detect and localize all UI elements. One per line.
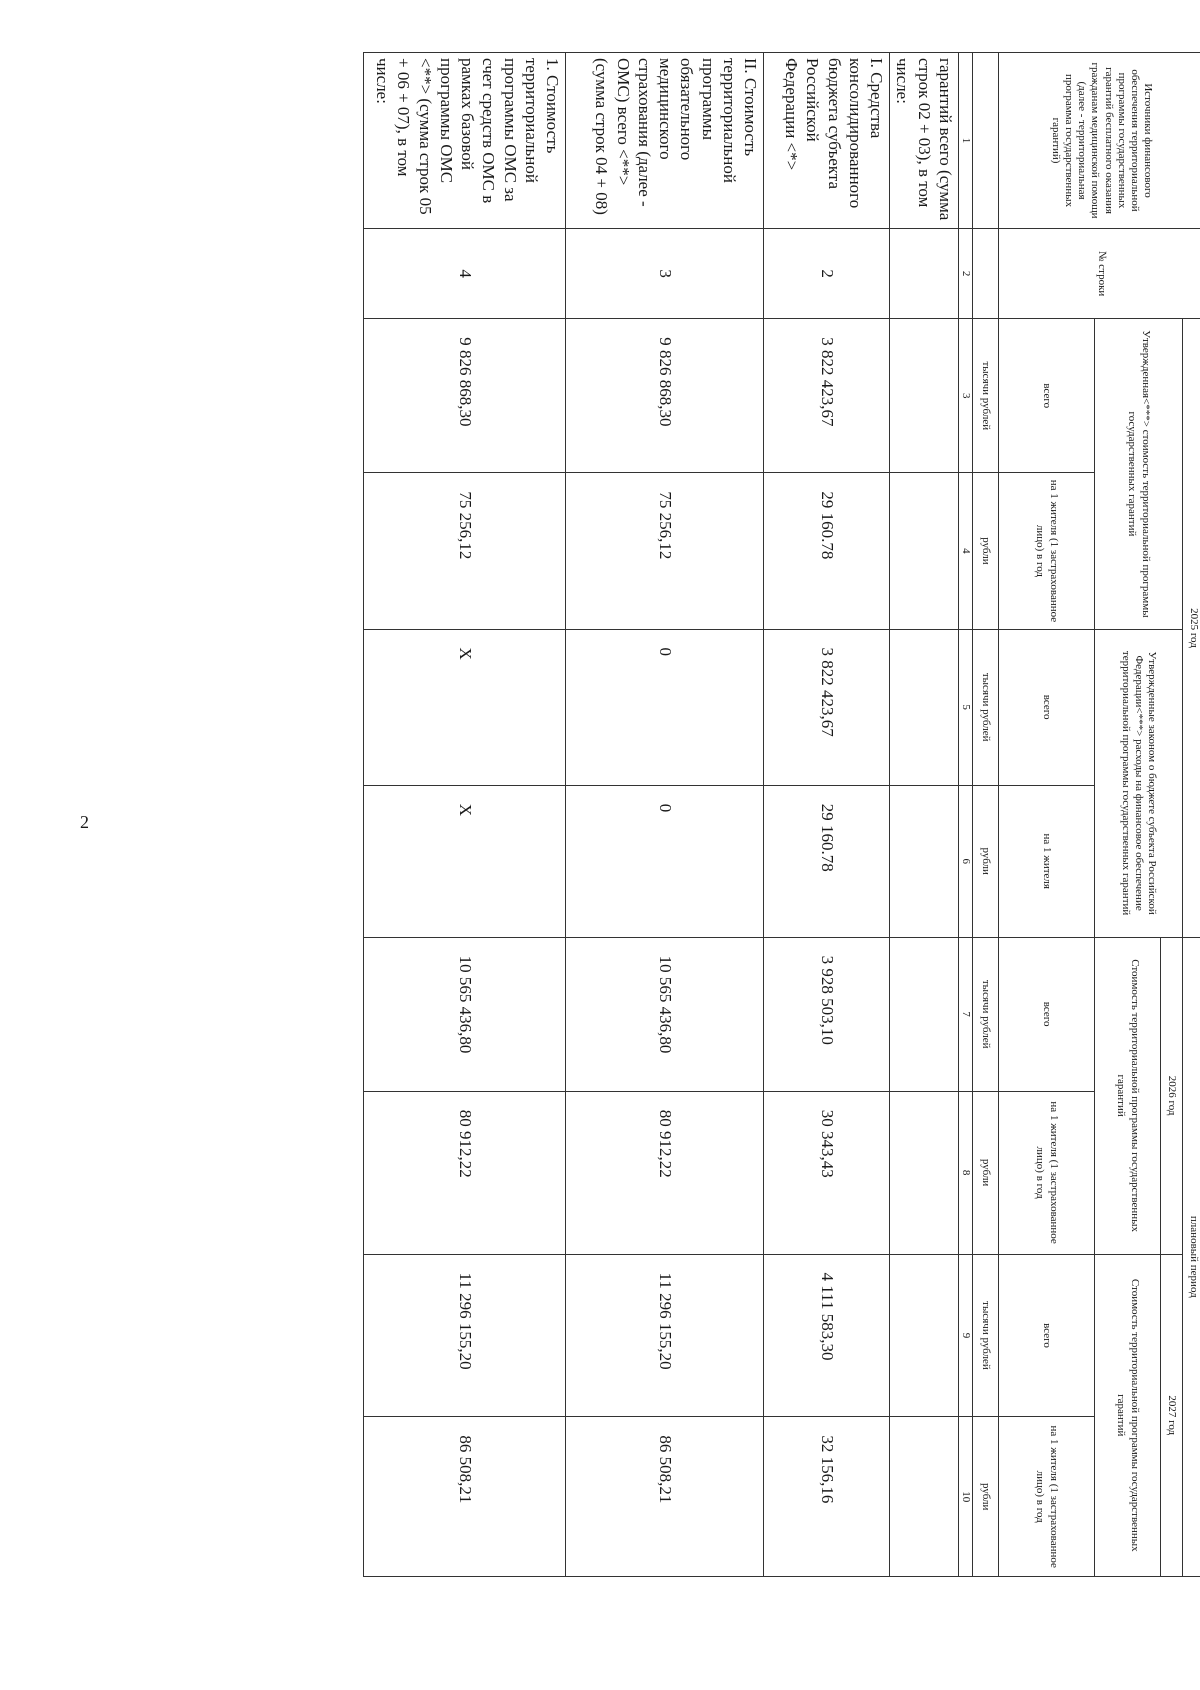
header-total: всего	[999, 937, 1095, 1091]
column-index: 2	[958, 229, 972, 319]
value-cell: 4 111 583,30	[764, 1254, 890, 1417]
value-cell: 10 565 436,80	[566, 937, 764, 1091]
header-planning-period: плановый период	[1183, 937, 1200, 1576]
column-index: 3	[958, 319, 972, 473]
value-cell	[890, 1254, 959, 1417]
value-cell: 29 160.78	[764, 785, 890, 937]
header-unit: тысячи рублей	[973, 319, 999, 473]
header-per-resident-insured: на 1 жителя (1 застрахованное лицо) в год	[999, 473, 1095, 629]
header-unit-empty	[973, 229, 999, 319]
value-cell	[890, 629, 959, 785]
value-cell: X	[364, 785, 566, 937]
header-row-no: № строки	[999, 229, 1200, 319]
value-cell: 0	[566, 785, 764, 937]
header-unit: тысячи рублей	[973, 937, 999, 1091]
header-2026-cost: Стоимость территориальной программы государственных гарантий	[1095, 937, 1161, 1254]
value-cell	[890, 785, 959, 937]
value-cell: 32 156,16	[764, 1417, 890, 1577]
value-cell: 80 912,22	[566, 1091, 764, 1254]
value-cell: 86 508,21	[566, 1417, 764, 1577]
header-unit: рубли	[973, 785, 999, 937]
header-unit: рубли	[973, 1417, 999, 1577]
header-total: всего	[999, 629, 1095, 785]
column-index: 10	[958, 1417, 972, 1577]
page-number: 2	[80, 812, 89, 833]
value-cell: 11 296 155,20	[364, 1254, 566, 1417]
value-cell: 3 822 423,67	[764, 319, 890, 473]
column-index: 4	[958, 473, 972, 629]
row-number: 4	[364, 229, 566, 319]
table-row	[364, 53, 566, 1577]
value-cell	[890, 319, 959, 473]
header-2027-cost: Стоимость территориальной программы государственных гарантий	[1095, 1254, 1161, 1576]
header-2025-approved: Утвержденная<***> стоимость территориальной программы государственных гарантий	[1095, 319, 1183, 629]
header-year-2026: 2026 год	[1161, 937, 1183, 1254]
value-cell: 29 160.78	[764, 473, 890, 629]
header-year-2027: 2027 год	[1161, 1254, 1183, 1576]
value-cell: 3 822 423,67	[764, 629, 890, 785]
header-unit: рубли	[973, 473, 999, 629]
header-total: всего	[999, 319, 1095, 473]
rotated-page	[185, 40, 1200, 1690]
row-label: I. Средства консолидированного бюджета субъекта Российской Федерации <*>	[764, 53, 890, 229]
header-unit-empty	[973, 53, 999, 229]
value-cell	[890, 1417, 959, 1577]
value-cell: 30 343,43	[764, 1091, 890, 1254]
value-cell: 3 928 503,10	[764, 937, 890, 1091]
column-index: 6	[958, 785, 972, 937]
header-per-resident-insured: на 1 жителя (1 застрахованное лицо) в год	[999, 1091, 1095, 1254]
value-cell: 0	[566, 629, 764, 785]
value-cell: 9 826 868,30	[566, 319, 764, 473]
value-cell: 11 296 155,20	[566, 1254, 764, 1417]
row-number: 3	[566, 229, 764, 319]
header-total: всего	[999, 1254, 1095, 1417]
header-per-resident-insured: на 1 жителя (1 застрахованное лицо) в год	[999, 1417, 1095, 1577]
row-label: 1. Стоимость территориальной программы ОМС за счет средств ОМС в рамках базовой программы ОМС <**> (сумма строк 05 + 06 + 07), в том числе:	[364, 53, 566, 229]
column-index: 8	[958, 1091, 972, 1254]
row-label: гарантий всего (сумма строк 02 + 03), в том числе:	[890, 53, 959, 229]
value-cell: 75 256,12	[364, 473, 566, 629]
header-unit: тысячи рублей	[973, 1254, 999, 1417]
table-row	[764, 53, 890, 1577]
header-unit: тысячи рублей	[973, 629, 999, 785]
table-row	[890, 53, 959, 1577]
value-cell: 10 565 436,80	[364, 937, 566, 1091]
header-unit: рубли	[973, 1091, 999, 1254]
row-number	[890, 229, 959, 319]
row-number: 2	[764, 229, 890, 319]
header-source: Источники финансового обеспечения территориальной программы государственных гарантий бесплатного оказания гражданам медицинской помощи (далее - территориальная программа государственных гарантий)	[999, 53, 1200, 229]
value-cell	[890, 937, 959, 1091]
value-cell: 9 826 868,30	[364, 319, 566, 473]
column-index: 5	[958, 629, 972, 785]
value-cell: 80 912,22	[364, 1091, 566, 1254]
table-row	[566, 53, 764, 1577]
column-index: 9	[958, 1254, 972, 1417]
header-year-2025: 2025 год	[1183, 319, 1200, 937]
header-per-resident: на 1 жителя	[999, 785, 1095, 937]
column-index: 1	[958, 53, 972, 229]
column-index: 7	[958, 937, 972, 1091]
row-label: II. Стоимость территориальной программы обязательного медицинского страхования (далее - ОМС) всего <**> (сумма строк 04 + 08)	[566, 53, 764, 229]
value-cell	[890, 1091, 959, 1254]
header-2025-law: Утвержденные законом о бюджете субъекта Российской Федерации<***> расходы на финансовое обеспечение территориальной программы государственных гарантий	[1095, 629, 1183, 937]
value-cell: 86 508,21	[364, 1417, 566, 1577]
financing-table	[363, 52, 1200, 1577]
value-cell	[890, 473, 959, 629]
value-cell: 75 256,12	[566, 473, 764, 629]
value-cell: X	[364, 629, 566, 785]
